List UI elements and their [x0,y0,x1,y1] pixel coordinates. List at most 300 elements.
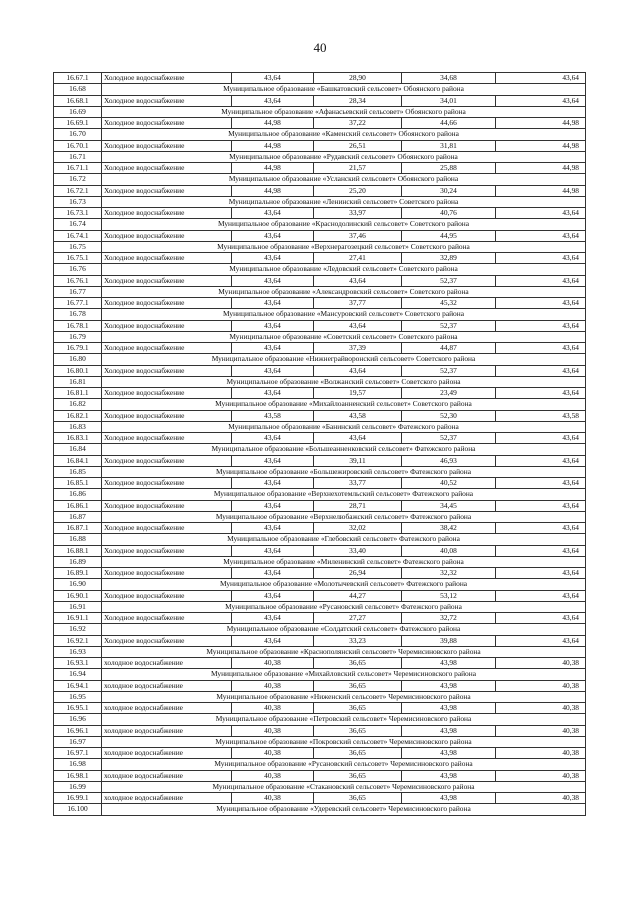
table-row [54,140,586,151]
table-row [54,73,586,84]
tariff-value: 43,64 [496,253,586,264]
tariff-value: 32,72 [402,613,496,624]
row-number: 16.95 [54,691,102,702]
row-number: 16.84 [54,444,102,455]
tariff-value: 45,32 [402,298,496,309]
table-row [54,680,586,691]
row-number: 16.91 [54,601,102,612]
service-name: Холодное водоснабжение [102,500,232,511]
service-name: холодное водоснабжение [102,658,232,669]
tariff-value: 43,64 [232,500,314,511]
municipality-header-row [54,309,586,320]
tariff-value: 33,97 [314,208,402,219]
table-row [54,343,586,354]
row-number: 16.78.1 [54,320,102,331]
municipality-name: Муниципальное образование «Большежировский сельсовет» Фатежского района [102,466,586,477]
service-name: Холодное водоснабжение [102,73,232,84]
row-number: 16.88 [54,534,102,545]
tariff-value: 36,65 [314,680,402,691]
tariff-value: 43,64 [496,568,586,579]
municipality-header-row [54,106,586,117]
municipality-name: Муниципальное образование «Верхнелюбажский сельсовет» Фатежского района [102,511,586,522]
tariff-value: 43,64 [496,95,586,106]
row-number: 16.87 [54,511,102,522]
tariff-table [53,72,586,816]
municipality-header-row [54,354,586,365]
row-number: 16.81 [54,376,102,387]
tariff-value: 43,64 [232,613,314,624]
municipality-name: Муниципальное образование «Большеанненковский сельсовет» Фатежского района [102,444,586,455]
service-name: Холодное водоснабжение [102,253,232,264]
municipality-header-row [54,579,586,590]
municipality-name: Муниципальное образование «Афанасьевский сельсовет» Обоянского района [102,106,586,117]
tariff-value: 33,40 [314,545,402,556]
municipality-header-row [54,399,586,410]
row-number: 16.89 [54,556,102,567]
row-number: 16.70 [54,129,102,140]
tariff-value: 43,64 [232,568,314,579]
row-number: 16.71.1 [54,163,102,174]
municipality-name: Муниципальное образование «Михайловский сельсовет» Черемисиновского района [102,669,586,680]
row-number: 16.93.1 [54,658,102,669]
municipality-name: Муниципальное образование «Русановский сельсовет» Фатежского района [102,601,586,612]
tariff-value: 43,64 [496,523,586,534]
municipality-header-row [54,736,586,747]
municipality-header-row [54,84,586,95]
tariff-value: 23,49 [402,388,496,399]
service-name: Холодное водоснабжение [102,410,232,421]
tariff-value: 43,98 [402,770,496,781]
row-number: 16.76 [54,264,102,275]
municipality-name: Муниципальное образование «Усланский сельсовет» Обоянского района [102,174,586,185]
municipality-header-row [54,331,586,342]
tariff-value: 40,38 [496,725,586,736]
tariff-value: 44,98 [496,185,586,196]
table-row [54,185,586,196]
row-number: 16.86.1 [54,500,102,511]
tariff-value: 43,64 [496,73,586,84]
service-name: Холодное водоснабжение [102,95,232,106]
municipality-header-row [54,196,586,207]
tariff-value: 43,58 [232,410,314,421]
table-row [54,770,586,781]
municipality-header-row [54,376,586,387]
tariff-value: 43,64 [314,433,402,444]
service-name: холодное водоснабжение [102,748,232,759]
service-name: Холодное водоснабжение [102,343,232,354]
municipality-name: Муниципальное образование «Удеревский сельсовет» Черемисиновского района [102,804,586,815]
page-number: 40 [313,40,327,55]
municipality-name: Муниципальное образование «Солдатский сельсовет» Фатежского района [102,624,586,635]
municipality-header-row [54,241,586,252]
row-number: 16.78 [54,309,102,320]
municipality-header-row [54,714,586,725]
row-number: 16.92.1 [54,635,102,646]
service-name: холодное водоснабжение [102,703,232,714]
table-row [54,725,586,736]
municipality-name: Муниципальное образование «Ленинский сельсовет» Советского района [102,196,586,207]
row-number: 16.79.1 [54,343,102,354]
row-number: 16.74 [54,219,102,230]
tariff-value: 43,64 [232,478,314,489]
tariff-value: 40,08 [402,545,496,556]
tariff-value: 40,38 [496,793,586,804]
row-number: 16.100 [54,804,102,815]
tariff-value: 40,38 [496,748,586,759]
tariff-value: 43,64 [496,478,586,489]
service-name: Холодное водоснабжение [102,118,232,129]
service-name: Холодное водоснабжение [102,320,232,331]
row-number: 16.75.1 [54,253,102,264]
tariff-value: 43,64 [496,298,586,309]
tariff-value: 40,38 [496,703,586,714]
municipality-name: Муниципальное образование «Русановский сельсовет» Черемисиновского района [102,759,586,770]
tariff-value: 30,24 [402,185,496,196]
row-number: 16.70.1 [54,140,102,151]
table-row [54,275,586,286]
tariff-value: 52,37 [402,275,496,286]
tariff-value: 43,64 [496,500,586,511]
table-row [54,388,586,399]
tariff-value: 43,64 [232,545,314,556]
tariff-value: 40,38 [232,770,314,781]
tariff-value: 36,65 [314,748,402,759]
service-name: Холодное водоснабжение [102,433,232,444]
service-name: Холодное водоснабжение [102,298,232,309]
table-row [54,590,586,601]
tariff-value: 36,65 [314,725,402,736]
tariff-value: 44,98 [232,140,314,151]
municipality-name: Муниципальное образование «Банинский сельсовет» Фатежского района [102,421,586,432]
tariff-value: 43,98 [402,725,496,736]
row-number: 16.82 [54,399,102,410]
row-number: 16.87.1 [54,523,102,534]
tariff-value: 40,76 [402,208,496,219]
row-number: 16.96 [54,714,102,725]
tariff-value: 43,64 [232,95,314,106]
municipality-name: Муниципальное образование «Башкатовский сельсовет» Обоянского района [102,84,586,95]
table-row [54,163,586,174]
tariff-value: 40,38 [232,680,314,691]
tariff-value: 43,98 [402,680,496,691]
tariff-value: 36,65 [314,770,402,781]
row-number: 16.77.1 [54,298,102,309]
tariff-value: 40,38 [232,658,314,669]
tariff-value: 26,94 [314,568,402,579]
service-name: Холодное водоснабжение [102,568,232,579]
tariff-value: 19,57 [314,388,402,399]
service-name: Холодное водоснабжение [102,365,232,376]
tariff-value: 43,64 [496,613,586,624]
table-row [54,365,586,376]
tariff-value: 43,64 [232,523,314,534]
tariff-value: 43,64 [496,275,586,286]
row-number: 16.68 [54,84,102,95]
service-name: Холодное водоснабжение [102,185,232,196]
tariff-value: 43,64 [232,365,314,376]
tariff-value: 43,64 [314,275,402,286]
municipality-name: Муниципальное образование «Нижнеграйворонский сельсовет» Советского района [102,354,586,365]
tariff-value: 40,38 [496,680,586,691]
municipality-header-row [54,646,586,657]
service-name: холодное водоснабжение [102,680,232,691]
row-number: 16.99 [54,781,102,792]
service-name: Холодное водоснабжение [102,388,232,399]
row-number: 16.94.1 [54,680,102,691]
tariff-value: 43,64 [232,253,314,264]
tariff-value: 38,42 [402,523,496,534]
tariff-value: 43,64 [232,275,314,286]
tariff-value: 40,38 [232,703,314,714]
row-number: 16.88.1 [54,545,102,556]
tariff-value: 46,93 [402,455,496,466]
tariff-value: 43,64 [232,635,314,646]
tariff-value: 43,64 [232,73,314,84]
municipality-header-row [54,691,586,702]
service-name: Холодное водоснабжение [102,275,232,286]
municipality-name: Муниципальное образование «Михайлоанненский сельсовет» Советского района [102,399,586,410]
table-row [54,658,586,669]
table-row [54,208,586,219]
tariff-value: 44,27 [314,590,402,601]
tariff-value: 36,65 [314,793,402,804]
table-row [54,523,586,534]
tariff-value: 39,11 [314,455,402,466]
tariff-value: 44,98 [232,118,314,129]
row-number: 16.79 [54,331,102,342]
municipality-header-row [54,466,586,477]
tariff-value: 43,64 [496,388,586,399]
tariff-value: 43,64 [232,298,314,309]
tariff-value: 44,98 [496,118,586,129]
tariff-value: 43,64 [496,590,586,601]
municipality-name: Муниципальное образование «Стакановский сельсовет» Черемисиновского района [102,781,586,792]
tariff-value: 21,57 [314,163,402,174]
municipality-name: Муниципальное образование «Ниженский сельсовет» Черемисиновского района [102,691,586,702]
tariff-value: 32,32 [402,568,496,579]
tariff-value: 43,64 [314,320,402,331]
tariff-value: 44,66 [402,118,496,129]
tariff-value: 44,98 [232,163,314,174]
municipality-header-row [54,264,586,275]
service-name: Холодное водоснабжение [102,635,232,646]
tariff-value: 52,30 [402,410,496,421]
tariff-value: 43,58 [496,410,586,421]
tariff-value: 43,64 [232,208,314,219]
tariff-value: 33,23 [314,635,402,646]
tariff-value: 40,38 [232,748,314,759]
municipality-header-row [54,421,586,432]
row-number: 16.75 [54,241,102,252]
tariff-value: 43,64 [496,230,586,241]
row-number: 16.69.1 [54,118,102,129]
row-number: 16.68.1 [54,95,102,106]
tariff-value: 32,02 [314,523,402,534]
municipality-header-row [54,286,586,297]
tariff-value: 40,38 [496,770,586,781]
tariff-value: 52,37 [402,433,496,444]
tariff-value: 43,64 [496,320,586,331]
municipality-name: Муниципальное образование «Краснополянский сельсовет» Черемисиновского района [102,646,586,657]
table-row [54,748,586,759]
tariff-value: 40,38 [496,658,586,669]
service-name: Холодное водоснабжение [102,590,232,601]
table-row [54,253,586,264]
tariff-value: 44,98 [496,163,586,174]
row-number: 16.95.1 [54,703,102,714]
municipality-header-row [54,556,586,567]
row-number: 16.67.1 [54,73,102,84]
table-row [54,568,586,579]
tariff-value: 52,37 [402,320,496,331]
row-number: 16.73 [54,196,102,207]
tariff-value: 43,64 [496,433,586,444]
tariff-value: 43,98 [402,658,496,669]
row-number: 16.97.1 [54,748,102,759]
table-row [54,410,586,421]
municipality-name: Муниципальное образование «Мансуровский сельсовет» Советского района [102,309,586,320]
service-name: Холодное водоснабжение [102,545,232,556]
tariff-value: 39,88 [402,635,496,646]
row-number: 16.90.1 [54,590,102,601]
municipality-header-row [54,804,586,815]
tariff-table-body [54,73,586,816]
service-name: холодное водоснабжение [102,725,232,736]
tariff-value: 43,64 [232,320,314,331]
table-row [54,635,586,646]
row-number: 16.98.1 [54,770,102,781]
row-number: 16.80.1 [54,365,102,376]
row-number: 16.97 [54,736,102,747]
tariff-value: 43,64 [232,433,314,444]
table-row [54,793,586,804]
municipality-header-row [54,151,586,162]
municipality-name: Муниципальное образование «Рудавский сельсовет» Обоянского района [102,151,586,162]
municipality-name: Муниципальное образование «Ледовский сельсовет» Советского района [102,264,586,275]
municipality-header-row [54,781,586,792]
row-number: 16.99.1 [54,793,102,804]
municipality-header-row [54,219,586,230]
row-number: 16.71 [54,151,102,162]
row-number: 16.98 [54,759,102,770]
table-row [54,500,586,511]
row-number: 16.74.1 [54,230,102,241]
municipality-name: Муниципальное образование «Советский сельсовет» Советского района [102,331,586,342]
tariff-value: 31,81 [402,140,496,151]
municipality-header-row [54,759,586,770]
tariff-value: 44,95 [402,230,496,241]
tariff-value: 36,65 [314,658,402,669]
row-number: 16.96.1 [54,725,102,736]
tariff-value: 34,01 [402,95,496,106]
tariff-value: 25,20 [314,185,402,196]
tariff-value: 34,45 [402,500,496,511]
tariff-value: 26,51 [314,140,402,151]
table-row [54,298,586,309]
row-number: 16.92 [54,624,102,635]
municipality-header-row [54,624,586,635]
municipality-name: Муниципальное образование «Верхнехотемльский сельсовет» Фатежского района [102,489,586,500]
row-number: 16.85.1 [54,478,102,489]
tariff-value: 43,64 [496,635,586,646]
row-number: 16.84.1 [54,455,102,466]
tariff-value: 43,64 [496,545,586,556]
table-row [54,455,586,466]
service-name: Холодное водоснабжение [102,163,232,174]
tariff-value: 27,27 [314,613,402,624]
municipality-header-row [54,129,586,140]
row-number: 16.80 [54,354,102,365]
municipality-header-row [54,489,586,500]
tariff-value: 43,98 [402,748,496,759]
tariff-value: 53,12 [402,590,496,601]
tariff-value: 28,34 [314,95,402,106]
row-number: 16.91.1 [54,613,102,624]
tariff-value: 27,41 [314,253,402,264]
tariff-value: 43,64 [232,455,314,466]
service-name: Холодное водоснабжение [102,613,232,624]
table-row [54,118,586,129]
tariff-value: 40,38 [232,793,314,804]
service-name: Холодное водоснабжение [102,230,232,241]
tariff-value: 43,64 [314,365,402,376]
tariff-value: 37,22 [314,118,402,129]
row-number: 16.83 [54,421,102,432]
tariff-value: 25,88 [402,163,496,174]
service-name: холодное водоснабжение [102,770,232,781]
row-number: 16.69 [54,106,102,117]
municipality-header-row [54,174,586,185]
tariff-value: 33,77 [314,478,402,489]
tariff-value: 52,37 [402,365,496,376]
table-row [54,478,586,489]
row-number: 16.76.1 [54,275,102,286]
row-number: 16.93 [54,646,102,657]
tariff-value: 43,64 [496,365,586,376]
row-number: 16.83.1 [54,433,102,444]
table-row [54,95,586,106]
service-name: Холодное водоснабжение [102,208,232,219]
table-row [54,320,586,331]
tariff-value: 28,90 [314,73,402,84]
row-number: 16.85 [54,466,102,477]
municipality-name: Муниципальное образование «Молотычевский сельсовет» Фатежского района [102,579,586,590]
municipality-name: Муниципальное образование «Покровский сельсовет» Черемисиновского района [102,736,586,747]
tariff-value: 37,46 [314,230,402,241]
row-number: 16.90 [54,579,102,590]
table-row [54,703,586,714]
tariff-value: 43,64 [232,590,314,601]
tariff-value: 37,39 [314,343,402,354]
table-row [54,613,586,624]
tariff-value: 28,71 [314,500,402,511]
municipality-header-row [54,444,586,455]
row-number: 16.94 [54,669,102,680]
row-number: 16.86 [54,489,102,500]
row-number: 16.77 [54,286,102,297]
tariff-value: 43,64 [496,455,586,466]
municipality-header-row [54,511,586,522]
row-number: 16.82.1 [54,410,102,421]
tariff-value: 36,65 [314,703,402,714]
service-name: холодное водоснабжение [102,793,232,804]
municipality-header-row [54,669,586,680]
municipality-header-row [54,534,586,545]
service-name: Холодное водоснабжение [102,478,232,489]
municipality-name: Муниципальное образование «Петровский сельсовет» Черемисиновского района [102,714,586,725]
service-name: Холодное водоснабжение [102,455,232,466]
tariff-value: 40,52 [402,478,496,489]
